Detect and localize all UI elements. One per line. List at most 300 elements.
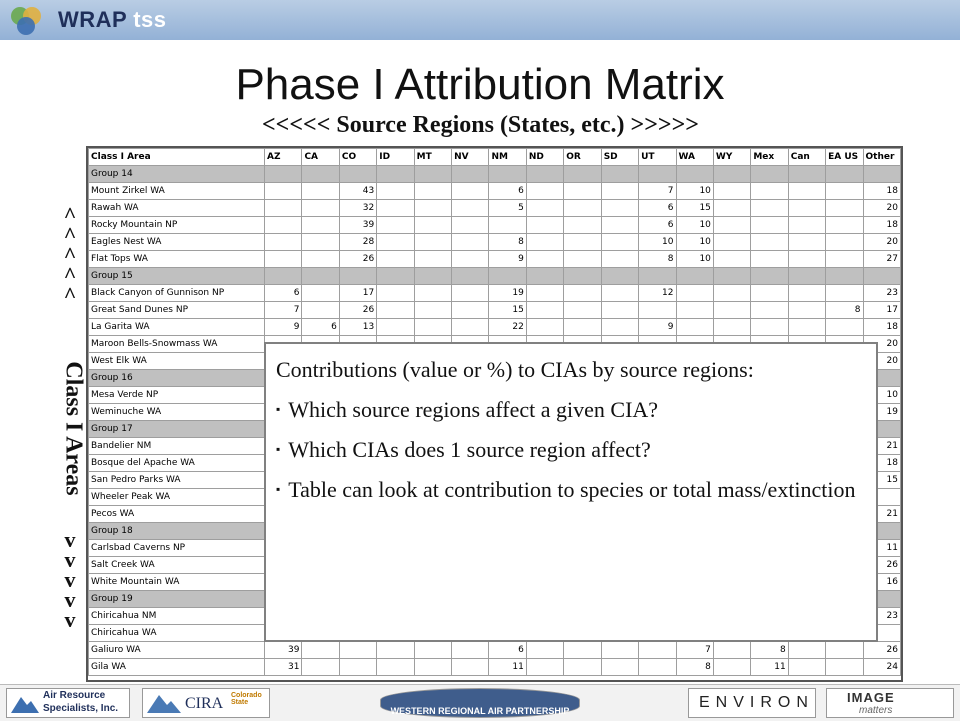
class-area-name: Great Sand Dunes NP bbox=[89, 302, 265, 319]
table-cell bbox=[826, 268, 863, 285]
ars-mountain-icon bbox=[11, 693, 39, 713]
table-cell bbox=[414, 268, 451, 285]
group-row bbox=[89, 268, 901, 285]
ars-line2: Specialists, Inc. bbox=[43, 703, 119, 714]
table-cell bbox=[414, 302, 451, 319]
group-row bbox=[89, 166, 901, 183]
column-header: SD bbox=[601, 149, 638, 166]
table-cell bbox=[564, 234, 601, 251]
table-cell bbox=[526, 659, 563, 676]
arrow-up-icon: ^ bbox=[63, 202, 77, 227]
column-header: Other bbox=[863, 149, 900, 166]
table-cell bbox=[564, 251, 601, 268]
table-cell: 11 bbox=[489, 659, 526, 676]
column-header: UT bbox=[639, 149, 676, 166]
table-cell bbox=[826, 285, 863, 302]
group-label: Group 16 bbox=[89, 370, 265, 387]
table-cell bbox=[265, 268, 302, 285]
table-cell bbox=[489, 217, 526, 234]
table-cell bbox=[564, 166, 601, 183]
table-cell bbox=[489, 268, 526, 285]
table-cell bbox=[713, 642, 750, 659]
callout-bullet-text: Table can look at contribution to species or total mass/extinction bbox=[288, 476, 856, 502]
table-cell bbox=[713, 285, 750, 302]
table-cell bbox=[788, 642, 825, 659]
table-cell bbox=[564, 319, 601, 336]
table-cell bbox=[639, 302, 676, 319]
table-cell: 31 bbox=[265, 659, 302, 676]
brand-wrap: WRAP bbox=[58, 7, 128, 32]
table-cell bbox=[601, 302, 638, 319]
table-cell: 6 bbox=[639, 217, 676, 234]
table-row bbox=[89, 234, 901, 251]
table-cell bbox=[751, 285, 788, 302]
table-cell: 6 bbox=[489, 183, 526, 200]
table-cell: 8 bbox=[639, 251, 676, 268]
table-cell bbox=[377, 659, 414, 676]
table-cell bbox=[676, 302, 713, 319]
table-cell bbox=[377, 285, 414, 302]
table-cell bbox=[564, 285, 601, 302]
table-cell bbox=[302, 642, 339, 659]
table-cell: 20 bbox=[863, 336, 900, 353]
table-cell bbox=[377, 251, 414, 268]
table-cell: 9 bbox=[489, 251, 526, 268]
column-header: AZ bbox=[265, 149, 302, 166]
table-cell bbox=[452, 659, 489, 676]
arrow-down-icon: v bbox=[64, 587, 76, 612]
column-header: NV bbox=[452, 149, 489, 166]
image-matters-text1: IMAGE bbox=[847, 690, 895, 705]
table-cell bbox=[713, 251, 750, 268]
table-cell: 11 bbox=[751, 659, 788, 676]
table-cell bbox=[414, 234, 451, 251]
table-cell bbox=[826, 200, 863, 217]
table-cell: 7 bbox=[265, 302, 302, 319]
table-cell bbox=[601, 642, 638, 659]
table-cell bbox=[713, 217, 750, 234]
table-cell bbox=[639, 659, 676, 676]
column-header: Can bbox=[788, 149, 825, 166]
arrow-down-icon: v bbox=[64, 567, 76, 592]
table-cell: 17 bbox=[339, 285, 376, 302]
group-label: Group 17 bbox=[89, 421, 265, 438]
class-area-name: Salt Creek WA bbox=[89, 557, 265, 574]
table-cell bbox=[414, 285, 451, 302]
table-cell bbox=[414, 217, 451, 234]
table-cell bbox=[564, 200, 601, 217]
arrow-down-icon: v bbox=[64, 547, 76, 572]
table-cell bbox=[601, 251, 638, 268]
table-cell bbox=[713, 268, 750, 285]
arrow-up-icon: ^ bbox=[63, 282, 77, 307]
header-brand bbox=[58, 7, 167, 33]
table-cell: 28 bbox=[339, 234, 376, 251]
ars-logo bbox=[6, 688, 130, 718]
table-cell: 18 bbox=[863, 183, 900, 200]
table-cell bbox=[788, 200, 825, 217]
table-cell: 11 bbox=[863, 540, 900, 557]
table-cell bbox=[564, 659, 601, 676]
class-area-name: Chiricahua NM bbox=[89, 608, 265, 625]
table-cell bbox=[788, 234, 825, 251]
square-bullet-icon: ▪ bbox=[276, 401, 281, 416]
table-cell bbox=[377, 200, 414, 217]
source-regions-label: <<<<< Source Regions (States, etc.) >>>>> bbox=[262, 112, 699, 138]
class-area-name: Galiuro WA bbox=[89, 642, 265, 659]
arrow-down-icon: v bbox=[64, 607, 76, 632]
table-cell bbox=[302, 200, 339, 217]
wrap-logo-icon bbox=[6, 4, 50, 38]
table-row bbox=[89, 200, 901, 217]
table-row bbox=[89, 642, 901, 659]
ars-line1: Air Resource bbox=[43, 690, 106, 701]
table-cell bbox=[377, 302, 414, 319]
class-area-name: Bosque del Apache WA bbox=[89, 455, 265, 472]
table-cell bbox=[526, 217, 563, 234]
class-area-name: Bandelier NM bbox=[89, 438, 265, 455]
table-cell: 21 bbox=[863, 438, 900, 455]
table-cell bbox=[788, 217, 825, 234]
class-areas-sidebar bbox=[50, 202, 90, 645]
table-cell bbox=[265, 217, 302, 234]
environ-logo bbox=[688, 688, 816, 718]
table-row bbox=[89, 319, 901, 336]
table-cell bbox=[452, 183, 489, 200]
table-cell bbox=[601, 217, 638, 234]
footer-logos bbox=[0, 684, 960, 721]
table-cell: 7 bbox=[676, 642, 713, 659]
table-cell bbox=[751, 251, 788, 268]
table-cell bbox=[564, 302, 601, 319]
class-area-name: Mesa Verde NP bbox=[89, 387, 265, 404]
table-cell: 20 bbox=[863, 234, 900, 251]
table-cell bbox=[639, 642, 676, 659]
table-cell: 8 bbox=[489, 234, 526, 251]
table-cell bbox=[302, 659, 339, 676]
group-label: Group 18 bbox=[89, 523, 265, 540]
table-cell bbox=[526, 302, 563, 319]
table-cell bbox=[676, 268, 713, 285]
table-cell bbox=[377, 166, 414, 183]
table-cell: 16 bbox=[863, 574, 900, 591]
table-cell bbox=[452, 285, 489, 302]
column-header: CA bbox=[302, 149, 339, 166]
table-cell bbox=[414, 251, 451, 268]
table-cell bbox=[788, 268, 825, 285]
table-cell: 23 bbox=[863, 285, 900, 302]
column-header: CO bbox=[339, 149, 376, 166]
side-arrows-bottom bbox=[58, 527, 82, 632]
table-cell bbox=[826, 642, 863, 659]
table-cell bbox=[788, 319, 825, 336]
table-cell bbox=[676, 285, 713, 302]
table-cell bbox=[302, 166, 339, 183]
table-cell bbox=[265, 166, 302, 183]
table-cell bbox=[414, 319, 451, 336]
arrow-down-icon: v bbox=[64, 527, 76, 552]
table-cell bbox=[265, 234, 302, 251]
table-cell bbox=[601, 268, 638, 285]
class-area-name: Wheeler Peak WA bbox=[89, 489, 265, 506]
table-cell: 6 bbox=[265, 285, 302, 302]
table-cell bbox=[713, 183, 750, 200]
image-matters-text2: matters bbox=[859, 705, 893, 716]
table-cell bbox=[489, 166, 526, 183]
table-cell bbox=[751, 268, 788, 285]
slide-title: Phase I Attribution Matrix bbox=[235, 60, 725, 109]
table-cell: 24 bbox=[863, 659, 900, 676]
table-cell bbox=[826, 217, 863, 234]
table-cell bbox=[302, 183, 339, 200]
group-label: Group 19 bbox=[89, 591, 265, 608]
table-cell bbox=[452, 200, 489, 217]
table-cell: 8 bbox=[751, 642, 788, 659]
table-cell bbox=[601, 183, 638, 200]
table-cell bbox=[302, 302, 339, 319]
table-cell bbox=[713, 234, 750, 251]
table-cell bbox=[601, 285, 638, 302]
class-area-name: Flat Tops WA bbox=[89, 251, 265, 268]
table-cell bbox=[713, 659, 750, 676]
class-area-name: Weminuche WA bbox=[89, 404, 265, 421]
table-cell: 10 bbox=[676, 251, 713, 268]
header-bar bbox=[0, 0, 960, 40]
table-cell bbox=[302, 217, 339, 234]
table-cell bbox=[863, 268, 900, 285]
table-cell bbox=[339, 642, 376, 659]
arrow-up-icon: ^ bbox=[63, 262, 77, 287]
table-cell bbox=[751, 234, 788, 251]
class-areas-label: Class I Areas bbox=[60, 361, 87, 496]
wrap-partnership-logo bbox=[380, 688, 580, 718]
table-cell bbox=[414, 659, 451, 676]
table-cell bbox=[713, 200, 750, 217]
callout-bullet bbox=[276, 394, 864, 426]
table-cell bbox=[452, 166, 489, 183]
table-cell: 5 bbox=[489, 200, 526, 217]
table-cell bbox=[788, 302, 825, 319]
table-cell: 19 bbox=[863, 404, 900, 421]
table-cell bbox=[564, 217, 601, 234]
table-cell bbox=[414, 642, 451, 659]
table-cell: 15 bbox=[676, 200, 713, 217]
table-cell bbox=[826, 659, 863, 676]
class-area-name: Rawah WA bbox=[89, 200, 265, 217]
table-cell bbox=[564, 642, 601, 659]
table-cell: 22 bbox=[489, 319, 526, 336]
table-cell: 20 bbox=[863, 200, 900, 217]
table-cell: 19 bbox=[489, 285, 526, 302]
table-cell: 32 bbox=[339, 200, 376, 217]
table-cell bbox=[751, 217, 788, 234]
table-cell bbox=[601, 659, 638, 676]
table-cell: 9 bbox=[265, 319, 302, 336]
table-cell: 10 bbox=[863, 387, 900, 404]
table-cell bbox=[452, 268, 489, 285]
table-cell bbox=[788, 251, 825, 268]
class-area-name: Maroon Bells-Snowmass WA bbox=[89, 336, 265, 353]
table-cell bbox=[377, 268, 414, 285]
table-cell bbox=[826, 251, 863, 268]
table-cell bbox=[788, 285, 825, 302]
table-cell bbox=[526, 234, 563, 251]
table-cell bbox=[339, 268, 376, 285]
table-cell bbox=[377, 642, 414, 659]
callout-box bbox=[264, 342, 878, 642]
table-cell bbox=[339, 166, 376, 183]
table-cell bbox=[526, 166, 563, 183]
table-header-row bbox=[89, 149, 901, 166]
table-cell bbox=[826, 166, 863, 183]
table-cell bbox=[526, 183, 563, 200]
table-cell bbox=[713, 319, 750, 336]
table-cell bbox=[863, 166, 900, 183]
table-cell bbox=[452, 642, 489, 659]
column-header: MT bbox=[414, 149, 451, 166]
square-bullet-icon: ▪ bbox=[276, 481, 281, 496]
table-row bbox=[89, 659, 901, 676]
table-cell: 7 bbox=[639, 183, 676, 200]
table-row bbox=[89, 302, 901, 319]
table-cell: 10 bbox=[639, 234, 676, 251]
table-cell: 12 bbox=[639, 285, 676, 302]
group-label: Group 14 bbox=[89, 166, 265, 183]
table-cell: 26 bbox=[863, 642, 900, 659]
callout-bullet-text: Which CIAs does 1 source region affect? bbox=[288, 436, 651, 462]
table-cell bbox=[601, 166, 638, 183]
column-header: ID bbox=[377, 149, 414, 166]
table-cell bbox=[639, 166, 676, 183]
cira-mountain-icon bbox=[147, 693, 181, 713]
table-cell: 43 bbox=[339, 183, 376, 200]
table-cell bbox=[601, 200, 638, 217]
class-area-name: Mount Zirkel WA bbox=[89, 183, 265, 200]
table-cell bbox=[265, 183, 302, 200]
table-cell: 9 bbox=[639, 319, 676, 336]
table-cell bbox=[302, 234, 339, 251]
table-cell: 6 bbox=[639, 200, 676, 217]
table-cell bbox=[564, 268, 601, 285]
table-cell bbox=[751, 200, 788, 217]
column-header: WA bbox=[676, 149, 713, 166]
class-area-name: Pecos WA bbox=[89, 506, 265, 523]
brand-tss: tss bbox=[133, 7, 167, 32]
table-cell: 26 bbox=[863, 557, 900, 574]
callout-bullets bbox=[276, 394, 864, 506]
image-matters-logo bbox=[826, 688, 954, 718]
class-area-name: Black Canyon of Gunnison NP bbox=[89, 285, 265, 302]
class-area-name: West Elk WA bbox=[89, 353, 265, 370]
side-arrows-top bbox=[58, 202, 82, 307]
class-area-name: Carlsbad Caverns NP bbox=[89, 540, 265, 557]
table-cell bbox=[452, 234, 489, 251]
table-cell: 21 bbox=[863, 506, 900, 523]
table-cell bbox=[526, 285, 563, 302]
column-header: WY bbox=[713, 149, 750, 166]
table-cell bbox=[452, 319, 489, 336]
table-cell bbox=[751, 319, 788, 336]
header-class-area: Class I Area bbox=[89, 149, 265, 166]
table-cell bbox=[526, 200, 563, 217]
table-cell bbox=[826, 234, 863, 251]
table-cell: 18 bbox=[863, 455, 900, 472]
class-area-name: San Pedro Parks WA bbox=[89, 472, 265, 489]
column-header: ND bbox=[526, 149, 563, 166]
environ-text: ENVIRON bbox=[699, 694, 814, 711]
table-row bbox=[89, 251, 901, 268]
table-cell bbox=[788, 166, 825, 183]
callout-bullet-text: Which source regions affect a given CIA? bbox=[288, 396, 659, 422]
table-cell bbox=[639, 268, 676, 285]
cira-logo bbox=[142, 688, 270, 718]
class-area-name: La Garita WA bbox=[89, 319, 265, 336]
table-cell bbox=[526, 642, 563, 659]
table-cell bbox=[302, 285, 339, 302]
table-cell bbox=[265, 200, 302, 217]
table-cell: 17 bbox=[863, 302, 900, 319]
cira-text: CIRA bbox=[185, 695, 224, 712]
table-cell bbox=[452, 302, 489, 319]
table-cell: 18 bbox=[863, 319, 900, 336]
table-cell bbox=[601, 234, 638, 251]
column-header: EA US bbox=[826, 149, 863, 166]
table-row bbox=[89, 183, 901, 200]
group-label: Group 15 bbox=[89, 268, 265, 285]
arrow-up-icon: ^ bbox=[63, 222, 77, 247]
table-cell: 26 bbox=[339, 251, 376, 268]
table-cell bbox=[414, 166, 451, 183]
table-cell: 26 bbox=[339, 302, 376, 319]
table-cell bbox=[452, 217, 489, 234]
callout-bullet bbox=[276, 434, 864, 466]
table-cell: 8 bbox=[676, 659, 713, 676]
table-cell bbox=[676, 319, 713, 336]
callout-intro: Contributions (value or %) to CIAs by source regions: bbox=[276, 357, 754, 382]
table-cell: 27 bbox=[863, 251, 900, 268]
table-cell bbox=[826, 183, 863, 200]
table-cell bbox=[601, 319, 638, 336]
table-cell bbox=[713, 302, 750, 319]
table-cell bbox=[676, 166, 713, 183]
table-cell: 23 bbox=[863, 608, 900, 625]
table-cell bbox=[564, 183, 601, 200]
table-cell bbox=[526, 251, 563, 268]
table-cell: 13 bbox=[339, 319, 376, 336]
table-cell bbox=[826, 319, 863, 336]
table-cell: 10 bbox=[676, 183, 713, 200]
table-cell bbox=[526, 268, 563, 285]
class-area-name: Gila WA bbox=[89, 659, 265, 676]
table-cell bbox=[377, 319, 414, 336]
class-area-name: White Mountain WA bbox=[89, 574, 265, 591]
table-cell bbox=[377, 234, 414, 251]
table-cell: 6 bbox=[489, 642, 526, 659]
table-cell bbox=[788, 183, 825, 200]
table-cell: 10 bbox=[676, 217, 713, 234]
table-cell: 18 bbox=[863, 217, 900, 234]
table-cell bbox=[302, 251, 339, 268]
table-cell: 39 bbox=[339, 217, 376, 234]
table-cell: 20 bbox=[863, 353, 900, 370]
wrap-banner-text: WESTERN REGIONAL AIR PARTNERSHIP bbox=[390, 706, 570, 716]
column-header: OR bbox=[564, 149, 601, 166]
table-cell bbox=[339, 659, 376, 676]
table-row bbox=[89, 285, 901, 302]
table-cell bbox=[713, 166, 750, 183]
square-bullet-icon: ▪ bbox=[276, 441, 281, 456]
table-cell: 15 bbox=[489, 302, 526, 319]
